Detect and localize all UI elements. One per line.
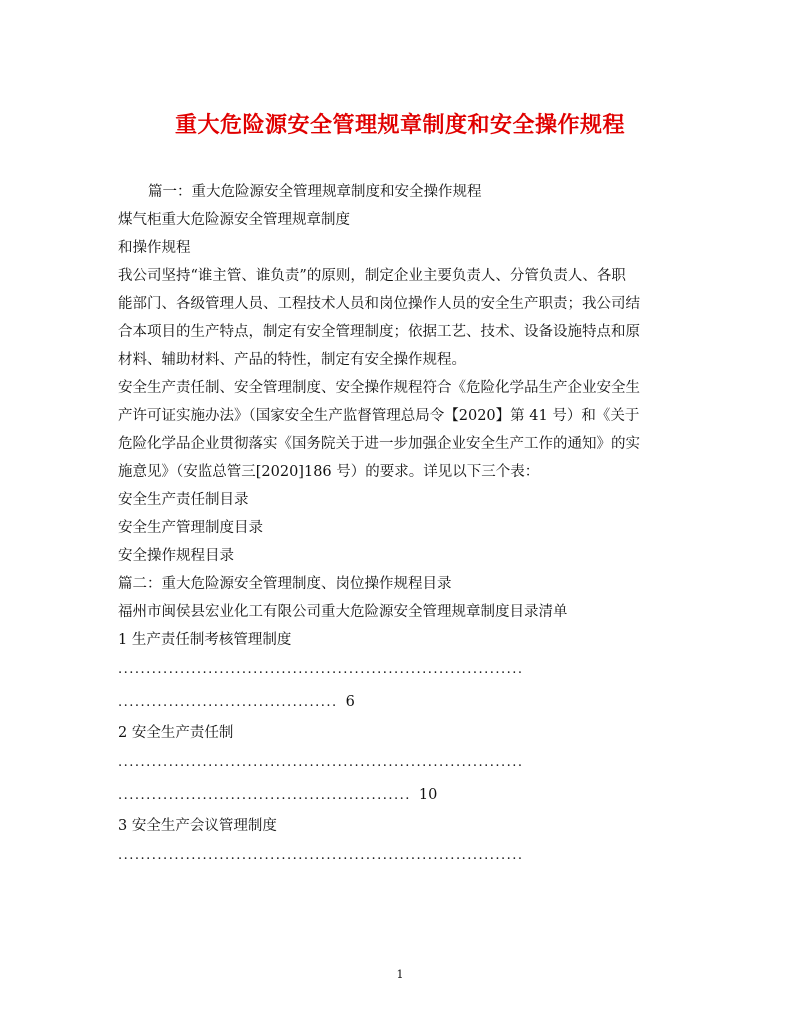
toc-page-number: 6 xyxy=(345,694,355,710)
toc-leader-dots: .................................................... 10 xyxy=(118,787,438,803)
paragraph: 篇二：重大危险源安全管理制度、岗位操作规程目录 xyxy=(118,576,452,592)
paragraph: 篇一：重大危险源安全管理规章制度和安全操作规程 xyxy=(148,184,482,200)
paragraph: 安全生产管理制度目录 xyxy=(118,520,263,536)
document-title: 重大危险源安全管理规章制度和安全操作规程 xyxy=(174,112,625,138)
paragraph: 和操作规程 xyxy=(118,240,191,256)
paragraph: 安全生产责任制、安全管理制度、安全操作规程符合《危险化学品生产企业安全生 xyxy=(118,380,640,396)
paragraph: 福州市闽侯县宏业化工有限公司重大危险源安全管理规章制度目录清单 xyxy=(118,604,568,620)
paragraph: 安全生产责任制目录 xyxy=(118,492,249,508)
paragraph: 施意见》（安监总管三[2020]186 号）的要求。详见以下三个表： xyxy=(118,464,540,480)
paragraph: 产许可证实施办法》（国家安全生产监督管理总局令【2020】第 41 号）和《关于 xyxy=(118,408,640,424)
paragraph: 材料、辅助材料、产品的特性，制定有安全操作规程。 xyxy=(118,352,466,368)
toc-item-label: 2 安全生产责任制 xyxy=(118,725,234,741)
paragraph: 安全操作规程目录 xyxy=(118,548,234,564)
toc-item-label: 3 安全生产会议管理制度 xyxy=(118,818,277,834)
paragraph: 危险化学品企业贯彻落实《国务院关于进一步加强企业安全生产工作的通知》的实 xyxy=(118,436,640,452)
paragraph: 煤气柜重大危险源安全管理规章制度 xyxy=(118,212,350,228)
toc-leader-dots: ....................................... 6 xyxy=(118,694,355,710)
page-number: 1 xyxy=(396,968,404,981)
paragraph: 能部门、各级管理人员、工程技术人员和岗位操作人员的安全生产职责；我公司结 xyxy=(118,296,640,312)
paragraph: 合本项目的生产特点，制定有安全管理制度；依据工艺、技术、设备设施特点和原 xyxy=(118,324,640,340)
document-body xyxy=(118,178,686,872)
paragraph: 我公司坚持“谁主管、谁负责”的原则，制定企业主要负责人、分管负责人、各职 xyxy=(118,268,626,284)
toc-page-number: 10 xyxy=(418,787,438,803)
toc-leader-dots: ........................................................................ xyxy=(118,662,524,677)
toc-item-label: 1 生产责任制考核管理制度 xyxy=(118,632,292,648)
toc-leader-dots: ........................................................................ xyxy=(118,755,524,770)
toc-leader-dots: ........................................................................ xyxy=(118,848,524,863)
